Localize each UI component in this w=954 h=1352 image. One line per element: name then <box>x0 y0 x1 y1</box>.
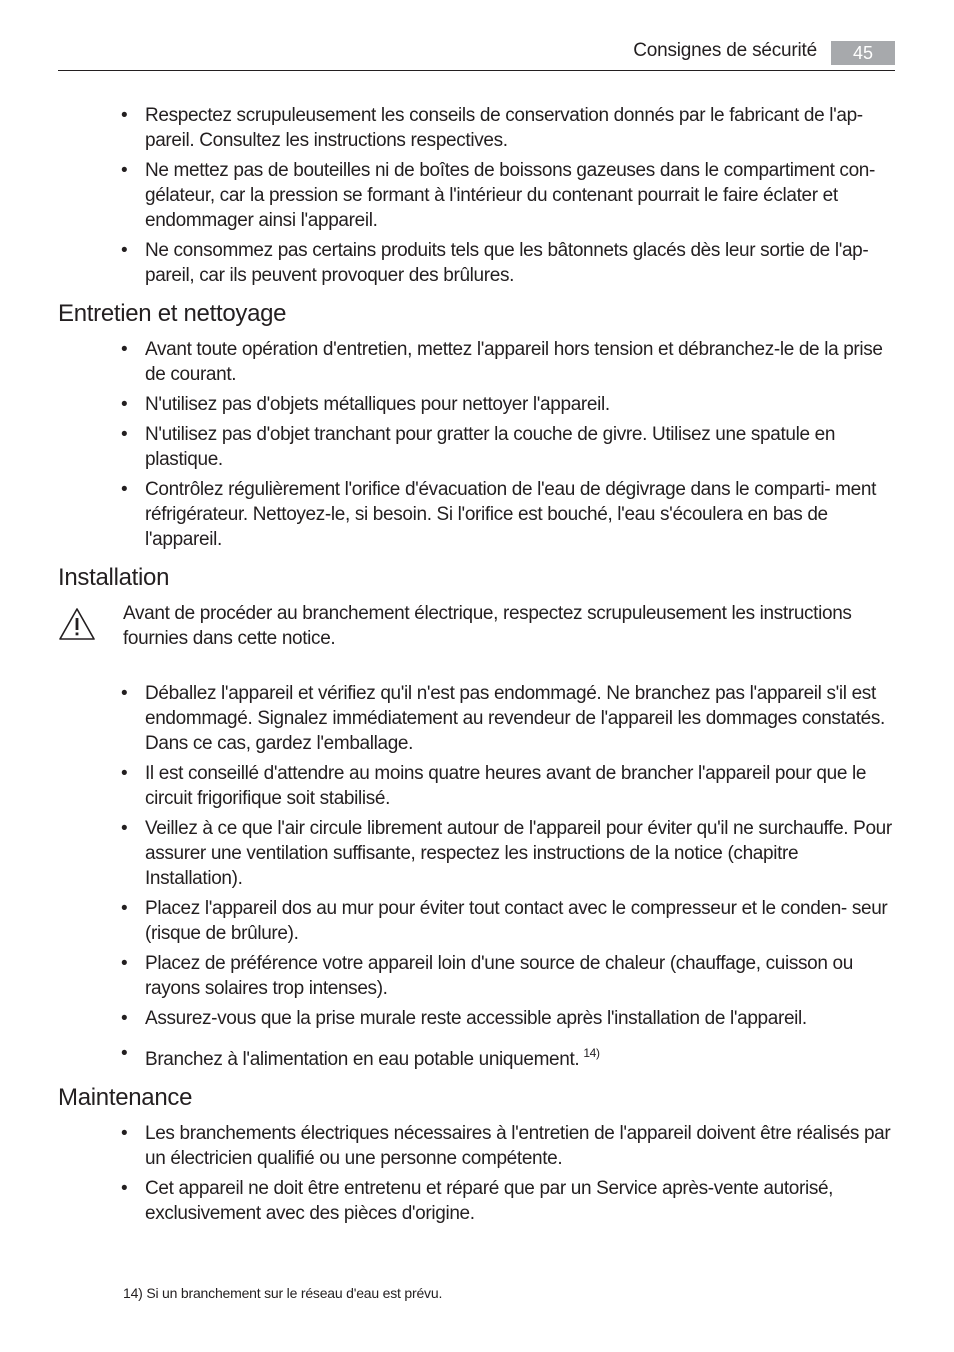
list-item: • Il est conseillé d'attendre au moins quatre heures avant de brancher l'appareil pour que le circuit frigorifique soit stabilisé. <box>121 763 867 809</box>
page-header <box>58 38 895 71</box>
maintenance-list <box>58 1121 898 1226</box>
warning-box <box>58 601 898 661</box>
page-number: 45 <box>831 41 895 65</box>
bullet: • <box>121 1123 128 1144</box>
list-item: • N'utilisez pas d'objets métalliques pour nettoyer l'appareil. <box>121 394 610 415</box>
list-item: • Ne consommez pas certains produits tels que les bâtonnets glacés dès leur sortie de l'ap- pareil, car ils peuvent provoquer des brûlures. <box>121 240 869 286</box>
section-title-entretien: Entretien et nettoyage <box>58 300 287 327</box>
bullet: • <box>121 1008 128 1029</box>
list-item: • Respectez scrupuleusement les conseils de conservation donnés par le fabricant de l'ap- pareil. Consultez les instructions respectives. <box>121 105 863 151</box>
warning-text: Avant de procéder au branchement électrique, respectez scrupuleusement les instructions fournies dans cette notice. <box>123 603 852 649</box>
bullet: • <box>121 479 128 500</box>
bullet: • <box>121 763 128 784</box>
bullet: • <box>121 394 128 415</box>
bullet: • <box>121 105 128 126</box>
installation-list <box>58 681 898 1072</box>
header-title: Consignes de sécurité <box>633 40 817 61</box>
list-item: • Avant toute opération d'entretien, mettez l'appareil hors tension et débranchez-le de la prise de courant. <box>121 339 883 385</box>
list-item: • Contrôlez régulièrement l'orifice d'évacuation de l'eau de dégivrage dans le comparti- ment réfrigérateur. Nettoyez-le, si besoin. Si l'orifice est bouché, l'eau s'écoulera en bas de l'appareil. <box>121 479 877 550</box>
list-item: • Placez l'appareil dos au mur pour éviter tout contact avec le compresseur et le conden- seur (risque de brûlure). <box>121 898 888 944</box>
section-title-installation: Installation <box>58 564 170 591</box>
list-item: • Cet appareil ne doit être entretenu et réparé que par un Service après-vente autorisé, exclusivement avec des pièces d'origine. <box>121 1178 834 1224</box>
intro-list <box>58 103 898 288</box>
bullet: • <box>121 683 128 704</box>
list-item: • N'utilisez pas d'objet tranchant pour gratter la couche de givre. Utilisez une spatule en plastique. <box>121 424 836 470</box>
bullet: • <box>121 953 128 974</box>
bullet: • <box>121 1178 128 1199</box>
footnote-ref: 14) <box>583 1046 600 1060</box>
section-title-maintenance: Maintenance <box>58 1084 193 1111</box>
footnote: 14) Si un branchement sur le réseau d'eau est prévu. <box>123 1285 443 1301</box>
list-item: • Veillez à ce que l'air circule librement autour de l'appareil pour éviter qu'il ne surchauffe. Pour assurer une ventilation suffisante, respectez les instructions de la notice (chapitre Installation). <box>121 818 892 889</box>
list-item: • Placez de préférence votre appareil loin d'une source de chaleur (chauffage, cuisson ou rayons solaires trop intenses). <box>121 953 853 999</box>
entretien-list <box>58 337 898 552</box>
bullet: • <box>121 818 128 839</box>
warning-triangle-icon <box>58 607 96 641</box>
bullet: • <box>121 240 128 261</box>
list-item: • Ne mettez pas de bouteilles ni de boîtes de boissons gazeuses dans le compartiment con- gélateur, car la pression se formant à l'intérieur du contenant pourrait le faire éclater et endommager ainsi l'appareil. <box>121 160 875 231</box>
bullet: • <box>121 160 128 181</box>
list-item: • Branchez à l'alimentation en eau potable uniquement. $^{14)}$ <box>121 1043 600 1070</box>
list-item: • Assurez-vous que la prise murale reste accessible après l'installation de l'appareil. <box>121 1008 807 1029</box>
bullet: • <box>121 1043 128 1064</box>
page-content <box>58 103 898 1231</box>
list-item: • Les branchements électriques nécessaires à l'entretien de l'appareil doivent être réalisés par un électricien qualifié ou une personne compétente. <box>121 1123 891 1169</box>
bullet: • <box>121 898 128 919</box>
bullet: • <box>121 424 128 445</box>
bullet: • <box>121 339 128 360</box>
list-item: • Déballez l'appareil et vérifiez qu'il n'est pas endommagé. Ne branchez pas l'appareil s'il est endommagé. Signalez immédiatement au revendeur de l'appareil les dommages constatés. Dans ce cas, gardez l'emballage. <box>121 683 885 754</box>
